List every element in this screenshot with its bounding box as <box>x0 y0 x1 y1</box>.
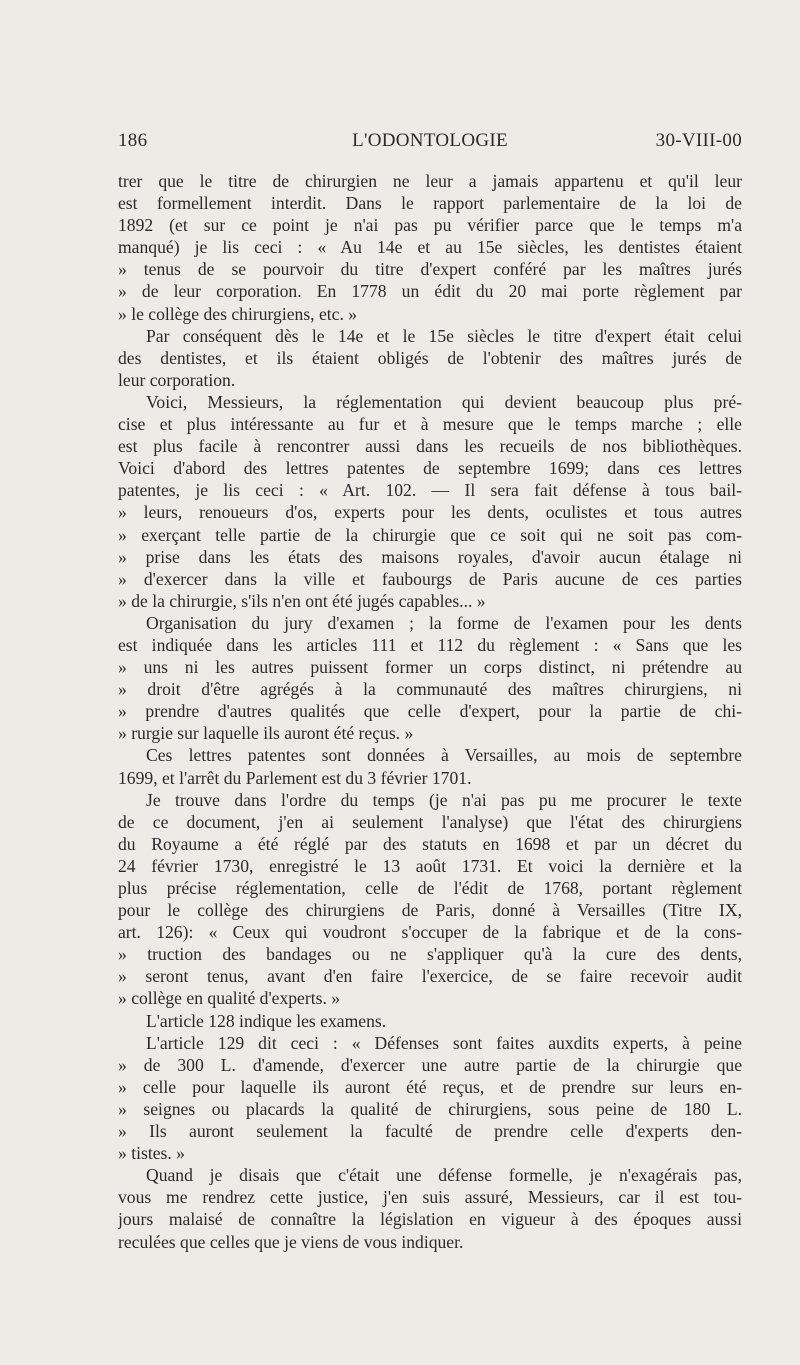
issue-date: 30-VIII-00 <box>655 130 742 151</box>
text-line: Voici d'abord des lettres patentes de septembre 1699; dans ces lettres <box>118 458 742 479</box>
running-header <box>118 130 742 160</box>
text-line: leur corporation. <box>118 369 236 390</box>
text-line: » de la chirurgie, s'ils n'en ont été jugés capables... » <box>118 590 486 611</box>
page-number: 186 <box>118 130 148 151</box>
journal-title: L'ODONTOLOGIE <box>352 130 508 151</box>
text-line: patentes, je lis ceci : « Art. 102. — Il sera fait défense à tous bail- <box>118 480 742 501</box>
text-line: L'article 128 indique les examens. <box>146 1010 387 1031</box>
text-line: 24 février 1730, enregistré le 13 août 1731. Et voici la dernière et la <box>118 855 742 876</box>
text-line: est indiquée dans les articles 111 et 112 du règlement : « Sans que les <box>118 634 742 655</box>
text-line: » tistes. » <box>118 1143 185 1164</box>
body-text <box>118 170 742 1253</box>
text-line: » droit d'être agrégés à la communauté des maîtres chirurgiens, ni <box>118 679 742 700</box>
text-line: Par conséquent dès le 14e et le 15e siècles le titre d'expert était celui <box>146 325 742 346</box>
text-line: » seront tenus, avant d'en faire l'exercice, de se faire recevoir audit <box>118 966 742 987</box>
text-line: » le collège des chirurgiens, etc. » <box>118 303 358 324</box>
text-line: » uns ni les autres puissent former un corps distinct, ni prétendre au <box>118 657 742 678</box>
text-line: cise et plus intéressante au fur et à mesure que le temps marche ; elle <box>118 414 742 435</box>
text-line: L'article 129 dit ceci : « Défenses sont faites auxdits experts, à peine <box>146 1032 742 1053</box>
text-line: de ce document, j'en ai seulement l'analyse) que l'état des chirurgiens <box>118 811 742 832</box>
text-line: trer que le titre de chirurgien ne leur a jamais appartenu et qu'il leur <box>118 171 742 191</box>
text-line: vous me rendrez cette justice, j'en suis assuré, Messieurs, car il est tou- <box>118 1187 742 1208</box>
text-line: » leurs, renoueurs d'os, experts pour les dents, oculistes et tous autres <box>118 502 742 523</box>
text-line: jours malaisé de connaître la législation en vigueur à des époques aussi <box>118 1209 742 1230</box>
text-line: art. 126): « Ceux qui voudront s'occuper de la fabrique et de la cons- <box>118 922 742 943</box>
text-line: Quand je disais que c'était une défense formelle, je n'exagérais pas, <box>146 1165 742 1186</box>
text-line: 1699, et l'arrêt du Parlement est du 3 février 1701. <box>118 767 472 788</box>
text-line: » Ils auront seulement la faculté de prendre celle d'experts den- <box>118 1121 742 1142</box>
text-line: plus précise réglementation, celle de l'édit de 1768, portant règlement <box>118 878 742 898</box>
text-line: des dentistes, et ils étaient obligés de l'obtenir des maîtres jurés de <box>118 347 742 368</box>
text-line: Voici, Messieurs, la réglementation qui devient beaucoup plus pré- <box>146 391 742 412</box>
text-line: Je trouve dans l'ordre du temps (je n'ai pas pu me procurer le texte <box>146 789 742 810</box>
text-line: » de leur corporation. En 1778 un édit du 20 mai porte règlement par <box>118 281 742 302</box>
text-line: » d'exercer dans la ville et faubourgs de Paris aucune de ces parties <box>118 568 742 589</box>
text-line: » prise dans les états des maisons royales, d'avoir aucun étalage ni <box>118 546 742 567</box>
text-line: Ces lettres patentes sont données à Versailles, au mois de septembre <box>146 745 742 766</box>
text-line: » tenus de se pourvoir du titre d'expert conféré par les maîtres jurés <box>118 259 742 280</box>
text-line: » truction des bandages ou ne s'appliquer qu'à la cure des dents, <box>118 944 742 965</box>
text-line: Organisation du jury d'examen ; la forme de l'examen pour les dents <box>146 612 742 633</box>
text-line: » celle pour laquelle ils auront été reçus, et de prendre sur leurs en- <box>118 1076 742 1097</box>
text-line: est plus facile à rencontrer aussi dans les recueils de nos bibliothèques. <box>118 436 742 457</box>
text-line: manqué) je lis ceci : « Au 14e et au 15e siècles, les dentistes étaient <box>118 237 742 258</box>
text-line: » collège en qualité d'experts. » <box>118 988 341 1009</box>
text-line: du Royaume a été réglé par des statuts en 1698 et par un décret du <box>118 833 742 854</box>
text-line: 1892 (et sur ce point je n'ai pas pu vérifier parce que le temps m'a <box>118 215 742 236</box>
text-line: pour le collège des chirurgiens de Paris, donné à Versailles (Titre IX, <box>118 900 742 921</box>
text-line: » seignes ou placards la qualité de chirurgiens, sous peine de 180 L. <box>118 1098 742 1119</box>
text-line: est formellement interdit. Dans le rapport parlementaire de la loi de <box>118 193 742 214</box>
text-line: » rurgie sur laquelle ils auront été reçus. » <box>118 723 414 744</box>
text-line: » de 300 L. d'amende, d'exercer une autre partie de la chirurgie que <box>118 1054 742 1075</box>
text-line: » prendre d'autres qualités que celle d'expert, pour la partie de chi- <box>118 701 742 722</box>
text-line: » exerçant telle partie de la chirurgie que ce soit qui ne soit pas com- <box>118 524 742 545</box>
text-line: reculées que celles que je viens de vous indiquer. <box>118 1231 464 1252</box>
